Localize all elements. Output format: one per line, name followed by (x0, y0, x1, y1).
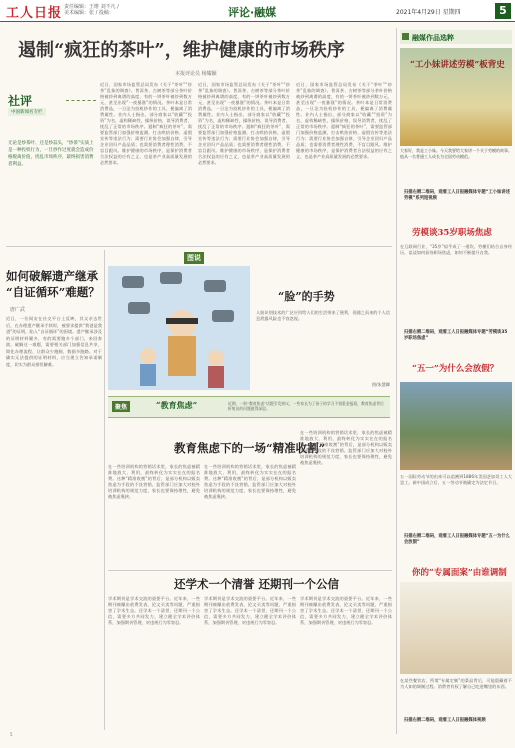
article3-body-col3: 在一些培训机构的营销话术里，家长的焦虑被精准地放大、利用，最终转化为实实在在的报名费。这种“精准收割”的背后，是部分机构以贩卖焦虑为手段的不良营销。监管部门应加大对校外培训机构的规范力度，家长也要保持理性，避免被焦虑裹挟。 (300, 430, 392, 465)
section-divider (108, 570, 392, 571)
illustration-face-recognition (108, 266, 250, 390)
article2-author: 唐广武 (10, 307, 26, 313)
masthead-tagline: 责任编辑：王维 刘不凡 / 美术编辑：张 / 投稿： (64, 4, 119, 16)
article4-body-col2: 学术期刊是学术交流的重要平台。近年来，一些期刊被曝出收费发表、论文买卖等问题，严重损害了学术生态。还学术一个清誉，还期刊一个公信，需要多方共同发力，建立健全学术评价体系，加强期刊管理，对违规行为零容忍。 (204, 596, 296, 625)
footer-page-label: 5 (10, 732, 13, 737)
article2-title (6, 268, 100, 300)
masthead (0, 0, 515, 22)
commentary-box (6, 78, 98, 218)
photo-section-label: 图说 (184, 252, 204, 264)
column-divider (396, 28, 397, 734)
qr-link-3[interactable]: 扫描右侧二维码，观看工人日报融媒体专题“五一为什么会放假” (404, 534, 510, 545)
commentary-logo: 社评 (8, 94, 33, 108)
video-title-1: “工小妹讲述劳模”板背史 (410, 60, 505, 70)
right-section-header (400, 30, 512, 44)
article3-headline: 教育焦虑下的一场“精准收割” (174, 441, 326, 455)
section-marker-icon (402, 33, 409, 40)
commentary-text: 无论是炒茶叶、还是炒蒜头，“炒茶”实质上是一种投机行为，一旦炒作过度就会造成价格脱离价值，扰乱市场秩序，最终损害消费者利益。 (8, 141, 94, 167)
video-thumbnail-4[interactable] (400, 582, 512, 674)
page-number-badge: 5 (495, 3, 511, 19)
main-headline: 遏制“疯狂的茶叶”，维护健康的市场秩序 (18, 40, 345, 61)
video-body-2: 在互联网行业，“35岁”似乎成了一道坎。劳模们结合自身经历，谈谈如何看待职场焦虑，如何不断提升自我。 (400, 244, 512, 255)
column-divider (104, 250, 105, 730)
article3-body-col1: 在一些培训机构的营销话术里，家长的焦虑被精准地放大、利用，最终转化为实实在在的报名费。这种“精准收割”的背后，是部分机构以贩卖焦虑为手段的不良营销。监管部门应加大对校外培训机构的规范力度，家长也要保持理性，避免被焦虑裹挟。 (108, 464, 200, 499)
qr-link-1[interactable]: 扫描右侧二维码，观看工人日报融媒体专题“工小妹讲述劳模”系列短视频 (404, 190, 510, 201)
section-title: 评论·融媒 (228, 6, 277, 19)
topic-banner (108, 396, 390, 418)
main-article-body-col2: 近日，国家市场监管总局发布《关于“茶叶”“炒茶”乱象的调查》。普洱茶、古树茶等部分茶叶价格被炒到离谱的高度，有的一饼茶叶被炒到数万元，甚至出现“一夜暴涨”的情况。茶叶本是日常消费品，一旦沦为投机炒作的工具，便偏离了消费属性。业内人士指出，部分商家以“收藏”“投资”为名，虚构稀缺性，操纵价格，误导消费者，扰乱了正常的市场秩序。遏制“疯狂的茶叶”，需要监管部门加强价格监测，打击哄抬价格、虚假宣传等违法行为；需要行业协会加强自律，引导企业回归产品品质；也需要消费者理性消费，不盲目跟风。维护健康的市场秩序，是保护消费者合法权益的应有之义，也是茶产业高质量发展的必然要求。 (198, 82, 290, 165)
article3-body-col2: 在一些培训机构的营销话术里，家长的焦虑被精准地放大、利用，最终转化为实实在在的报名费。这种“精准收割”的背后，是部分机构以贩卖焦虑为手段的不良营销。监管部门应加大对校外培训机构的规范力度，家长也要保持理性，避免被焦虑裹挟。 (204, 464, 296, 499)
photo-caption: 人脸识别技术的广泛应用给人们的生活带来了便利，但随之而来的个人信息泄露风险也不容忽视。 (256, 310, 390, 321)
banner-title: “教育焦虑” (156, 400, 198, 410)
article2-title-line1: 如何破解遗产继承 (6, 269, 98, 283)
divider (66, 100, 96, 101)
article2-body: 近日，一位网友在社交平台上反映，其父亲去世后，在办理遗产继承手续时，被要求提供“我爸是我爸”的证明，陷入“自证循环”的困境。遗产继承涉及的证明材料繁多，有的需要跑多个部门，来回奔波。破解这一难题，需要相关部门加强信息共享，简化办理流程，让群众少跑腿、数据多跑路。对于确实无法提供的证明材料，应当建立告知承诺制度，切实为群众排忧解难。 (6, 316, 102, 367)
video-title-2: 劳模谈35岁职场焦虑 (412, 228, 492, 238)
illustration-image (108, 266, 250, 390)
newspaper-logo: 工人日报 (6, 6, 63, 21)
section-divider (6, 246, 392, 247)
video-title-4: 你的“专属面案”由谁调制 (412, 568, 507, 578)
commentary-subtitle: 中国新闻名专栏 (8, 108, 46, 116)
article4-body-col3: 学术期刊是学术交流的重要平台。近年来，一些期刊被曝出收费发表、论文买卖等问题，严重损害了学术生态。还学术一个清誉，还期刊一个公信，需要多方共同发力，建立健全学术评价体系，加强期刊管理，对违规行为零容忍。 (300, 596, 392, 625)
banner-subtitle: 近期，一则“教育焦虑”话题引发热议。一些家长为了孩子的学习不惜重金报班，教育焦虑背后折射出的问题值得深思。 (228, 401, 384, 411)
video-thumbnail-3[interactable] (400, 382, 512, 470)
right-section-title: 融媒作品选粹 (412, 34, 454, 42)
video-caption-1: 大家好，我是工小妹。今天我要给大家讲一个关于劳模的故事。他从一名普通工人成长为全国劳动模范。 (400, 148, 512, 159)
issue-date: 2021年4月29日 星期四 (396, 9, 461, 16)
qr-link-2[interactable]: 扫描右侧二维码，观看工人日报融媒体专题“劳模谈35岁职场焦虑” (404, 330, 508, 341)
main-article-body-col3: 近日，国家市场监管总局发布《关于“茶叶”“炒茶”乱象的调查》。普洱茶、古树茶等部分茶叶价格被炒到离谱的高度，有的一饼茶叶被炒到数万元，甚至出现“一夜暴涨”的情况。茶叶本是日常消费品，一旦沦为投机炒作的工具，便偏离了消费属性。业内人士指出，部分商家以“收藏”“投资”为名，虚构稀缺性，操纵价格，误导消费者，扰乱了正常的市场秩序。遏制“疯狂的茶叶”，需要监管部门加强价格监测，打击哄抬价格、虚假宣传等违法行为；需要行业协会加强自律，引导企业回归产品品质；也需要消费者理性消费，不盲目跟风。维护健康的市场秩序，是保护消费者合法权益的应有之义，也是茶产业高质量发展的必然要求。 (296, 82, 392, 159)
video-body-3: 五一国际劳动节的由来可以追溯到1886年美国芝加哥工人大罢工。新中国成立后，五一劳动节被确定为法定节日。 (400, 474, 512, 485)
banner-label: 聚焦 (112, 401, 130, 412)
photo-artist: 图/朱慧卿 (371, 382, 390, 387)
article4-headline: 还学术一个清誉 还期刊一个公信 (174, 577, 340, 591)
photo-title: “脸”的手势 (278, 290, 335, 303)
article4-body-col1: 学术期刊是学术交流的重要平台。近年来，一些期刊被曝出收费发表、论文买卖等问题，严重损害了学术生态。还学术一个清誉，还期刊一个公信，需要多方共同发力，建立健全学术评价体系，加强期刊管理，对违规行为零容忍。 (108, 596, 200, 625)
video-body-4: 在某些餐饮店，所谓“专属定制”的菜品背后，可能隐藏着不为人知的调制过程。消费者有权了解自己吃进嘴里的东西。 (400, 678, 512, 689)
article2-title-line2: “自证循环”难题？ (6, 285, 100, 299)
video-title-3: “五一”为什么会放假？ (412, 364, 499, 374)
main-article-body-col1: 近日，国家市场监管总局发布《关于“茶叶”“炒茶”乱象的调查》。普洱茶、古树茶等部分茶叶价格被炒到离谱的高度，有的一饼茶叶被炒到数万元，甚至出现“一夜暴涨”的情况。茶叶本是日常消费品，一旦沦为投机炒作的工具，便偏离了消费属性。业内人士指出，部分商家以“收藏”“投资”为名，虚构稀缺性，操纵价格，误导消费者，扰乱了正常的市场秩序。遏制“疯狂的茶叶”，需要监管部门加强价格监测，打击哄抬价格、虚假宣传等违法行为；需要行业协会加强自律，引导企业回归产品品质；也需要消费者理性消费，不盲目跟风。维护健康的市场秩序，是保护消费者合法权益的应有之义，也是茶产业高质量发展的必然要求。 (100, 82, 192, 165)
main-byline: 本报评论员 杨耀颖 (175, 71, 217, 77)
qr-link-4[interactable]: 扫描右侧二维码，观看工人日报融媒体视频 (404, 718, 486, 723)
